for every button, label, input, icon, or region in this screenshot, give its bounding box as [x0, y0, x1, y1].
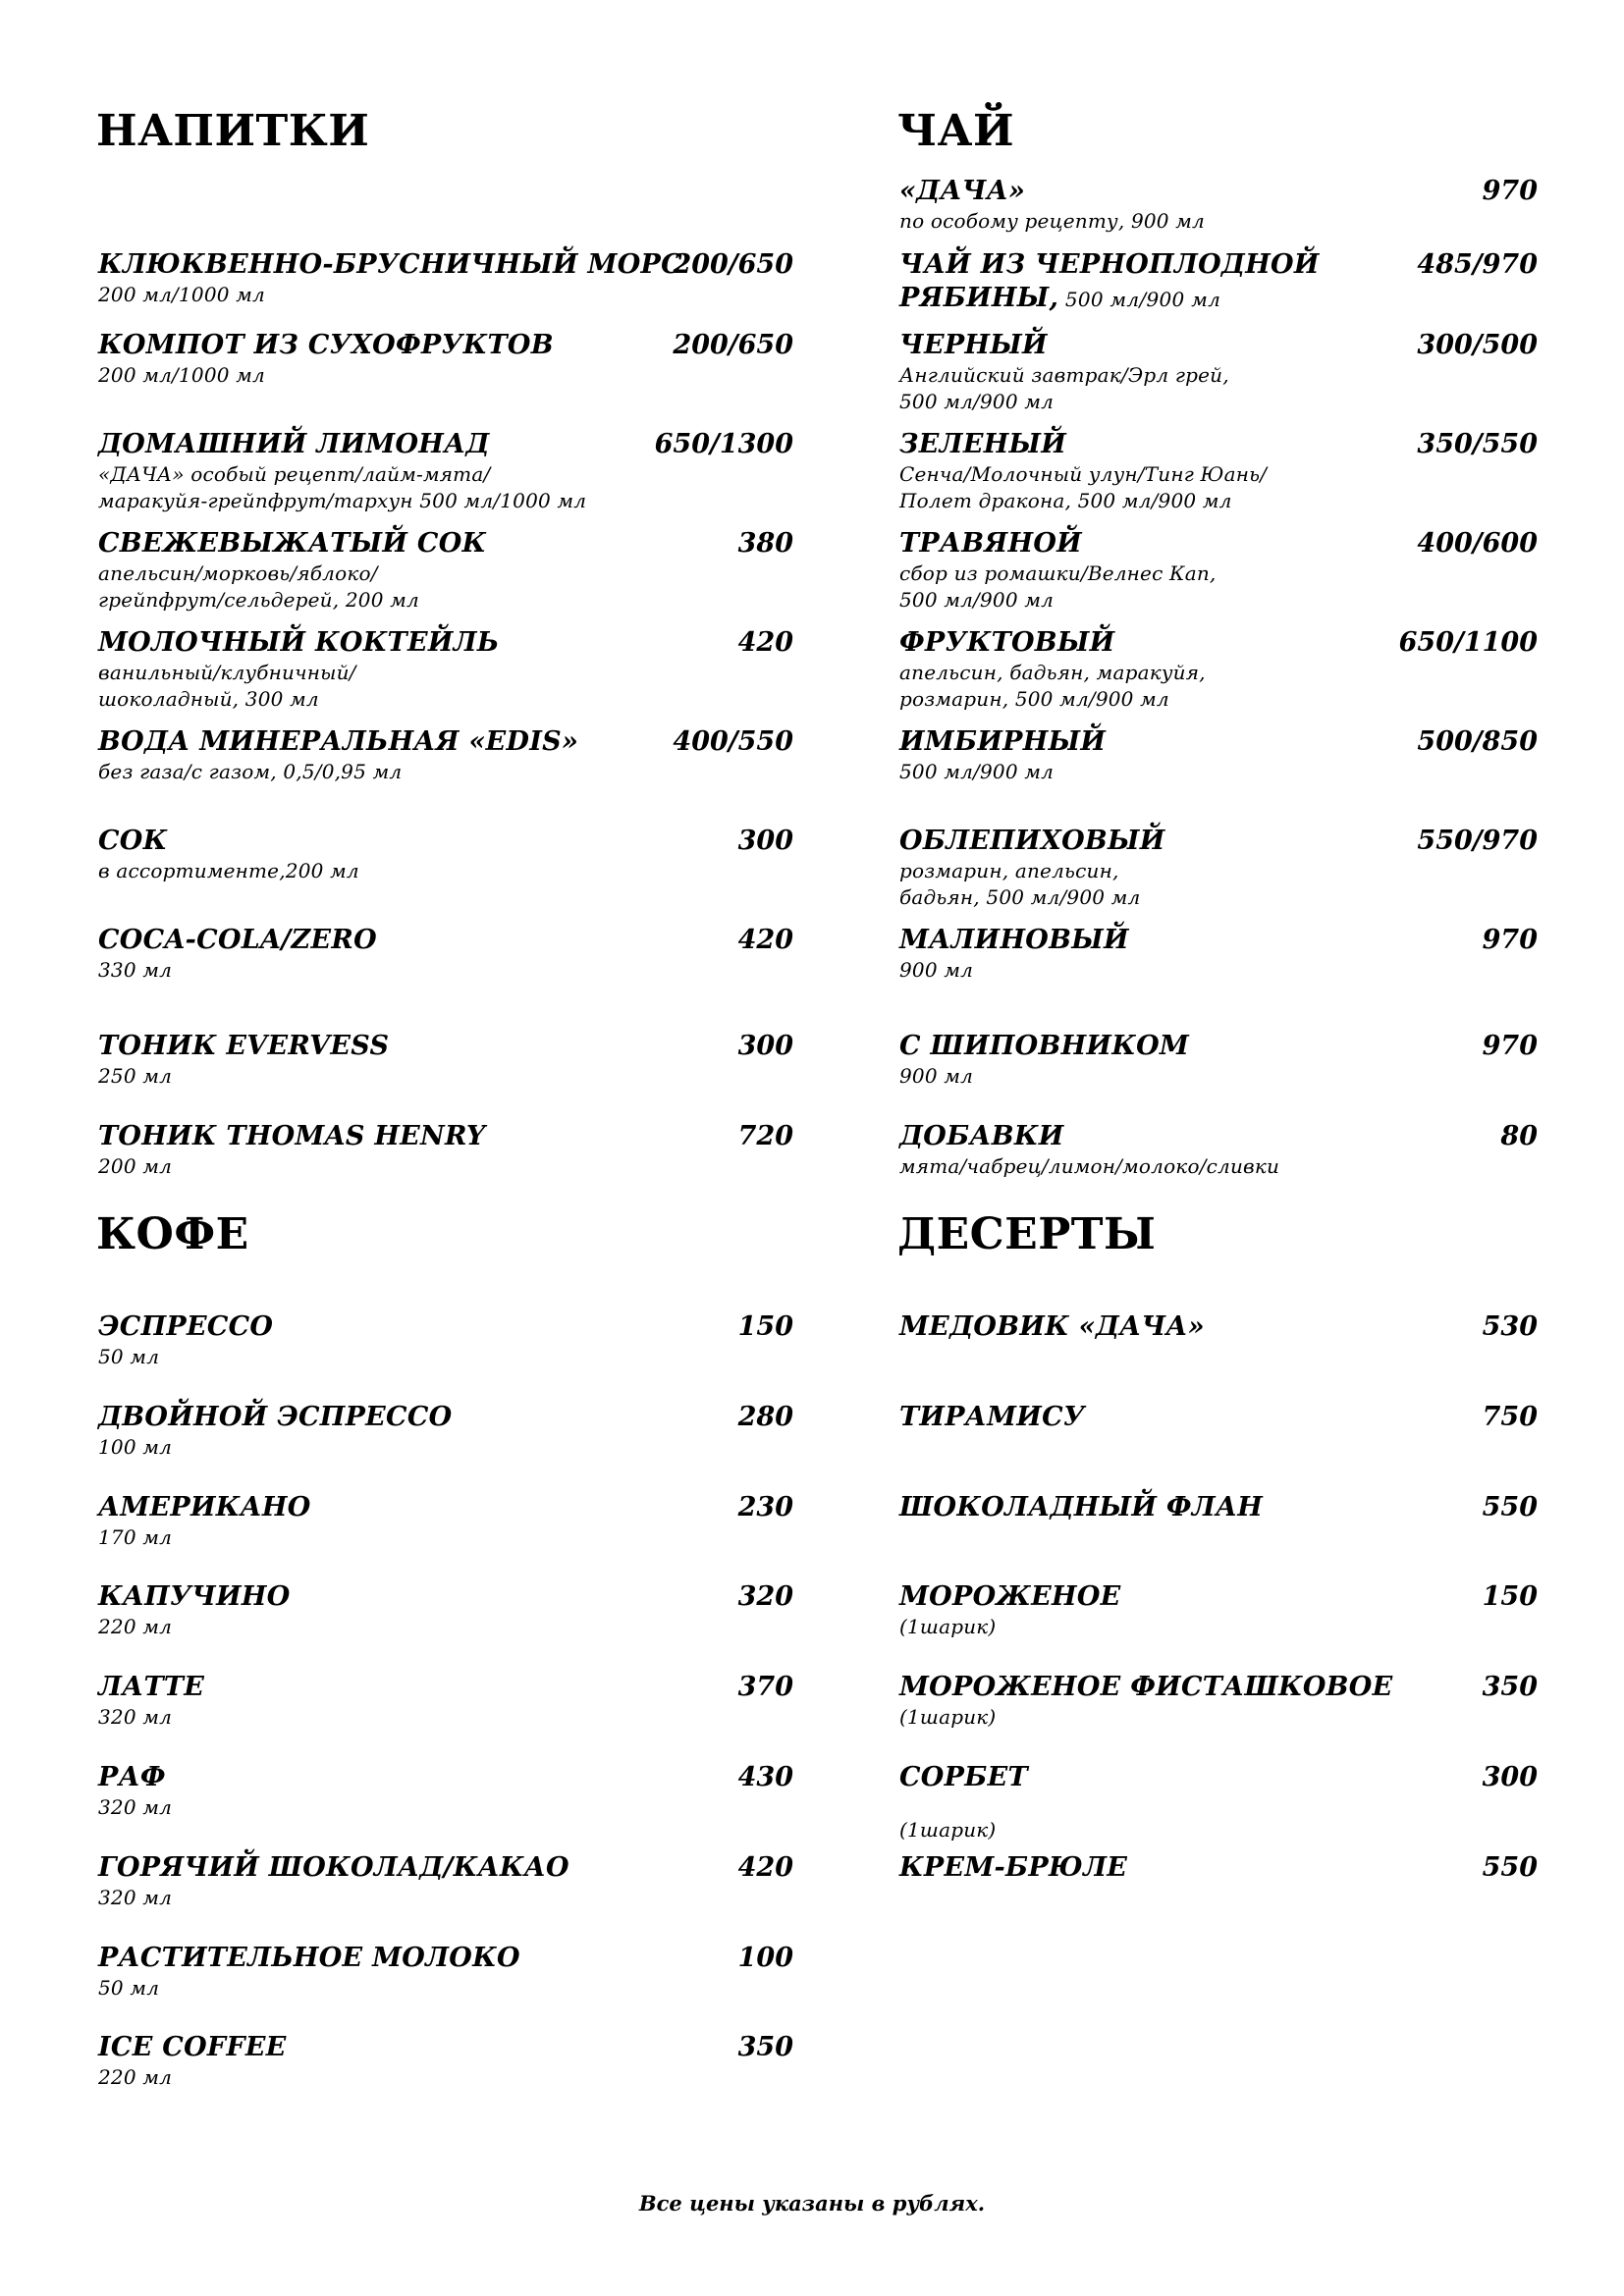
item-name: ЗЕЛЕНЫЙ	[899, 429, 1067, 459]
menu-item	[899, 1491, 1538, 1524]
item-price: 150	[1482, 1581, 1538, 1612]
item-price: 400/600	[1417, 528, 1538, 559]
item-name: ШОКОЛАДНЫЙ ФЛАН	[899, 1492, 1264, 1522]
menu-item	[98, 1671, 793, 1731]
menu-item	[98, 1851, 793, 1911]
item-desc: грейпфрут/сельдерей, 200 мл	[98, 588, 419, 612]
item-price: 320	[737, 1581, 793, 1612]
item-price: 420	[737, 627, 793, 658]
item-desc: (1шарик)	[899, 1705, 997, 1729]
item-desc: 900 мл	[899, 958, 974, 982]
menu-item	[98, 248, 793, 308]
item-desc: 250 мл	[98, 1064, 173, 1088]
item-desc: 50 мл	[98, 1976, 160, 2000]
menu-item	[98, 626, 793, 713]
item-desc: 900 мл	[899, 1064, 974, 1088]
item-desc: 320 мл	[98, 1705, 173, 1729]
item-desc: 320 мл	[98, 1795, 173, 1819]
item-name: МЕДОВИК «ДАЧА»	[899, 1311, 1205, 1342]
item-price: 100	[737, 1943, 793, 1973]
item-desc: «ДАЧА» особый рецепт/лайм-мята/	[98, 462, 491, 486]
item-desc: шоколадный, 300 мл	[98, 687, 319, 711]
item-name: РАСТИТЕЛЬНОЕ МОЛОКО	[98, 1943, 520, 1973]
item-name: ЧАЙ ИЗ ЧЕРНОПЛОДНОЙ	[899, 249, 1320, 280]
item-name: ВОДА МИНЕРАЛЬНАЯ «EDIS»	[98, 726, 579, 757]
item-desc: 500 мл/900 мл	[899, 760, 1055, 783]
item-name: МОРОЖЕНОЕ	[899, 1581, 1121, 1612]
item-name: ЛАТТЕ	[98, 1672, 205, 1702]
item-desc: розмарин, 500 мл/900 мл	[899, 687, 1169, 711]
menu-item	[899, 527, 1538, 614]
item-name: РАФ	[98, 1762, 166, 1792]
item-name: МОРОЖЕНОЕ ФИСТАШКОВОЕ	[899, 1672, 1393, 1702]
item-desc: ванильный/клубничный/	[98, 661, 356, 684]
menu-item	[899, 725, 1538, 785]
section-title-drinks: НАПИТКИ	[96, 106, 370, 156]
menu-item	[98, 1310, 793, 1370]
menu-item	[98, 1761, 793, 1821]
item-name: ЭСПРЕССО	[98, 1311, 274, 1342]
item-name: КРЕМ-БРЮЛЕ	[899, 1852, 1128, 1883]
item-price: 300	[737, 826, 793, 856]
menu-item	[899, 428, 1538, 514]
item-name: ГОРЯЧИЙ ШОКОЛАД/КАКАО	[98, 1852, 569, 1883]
item-price: 300	[737, 1031, 793, 1061]
price-note-footer: Все цены указаны в рублях.	[638, 2191, 986, 2216]
item-price: 750	[1482, 1402, 1538, 1432]
item-price: 420	[737, 1852, 793, 1883]
item-price: 550	[1482, 1852, 1538, 1883]
item-desc: 100 мл	[98, 1435, 173, 1459]
item-name: КОМПОТ ИЗ СУХОФРУКТОВ	[98, 330, 554, 360]
menu-item	[899, 248, 1538, 315]
item-price: 370	[737, 1672, 793, 1702]
item-desc: 500 мл/900 мл	[899, 588, 1055, 612]
menu-item	[98, 1120, 793, 1180]
menu-item	[899, 1030, 1538, 1090]
item-price: 485/970	[1417, 249, 1538, 280]
item-price: 230	[737, 1492, 793, 1522]
item-desc: (1шарик)	[899, 1615, 997, 1638]
item-price: 420	[737, 925, 793, 955]
item-desc: 200 мл/1000 мл	[98, 363, 265, 387]
menu-item	[899, 175, 1538, 235]
item-price: 550	[1482, 1492, 1538, 1522]
item-price: 350/550	[1417, 429, 1538, 459]
item-price: 650/1300	[654, 429, 793, 459]
item-desc: 170 мл	[98, 1525, 173, 1549]
item-price: 380	[737, 528, 793, 559]
item-price: 530	[1482, 1311, 1538, 1342]
item-desc: без газа/с газом, 0,5/0,95 мл	[98, 760, 403, 783]
menu-item	[899, 329, 1538, 415]
item-price: 970	[1482, 176, 1538, 206]
item-name: ТРАВЯНОЙ	[899, 528, 1082, 559]
item-price: 720	[737, 1121, 793, 1151]
item-desc: 220 мл	[98, 1615, 173, 1638]
section-title-tea: ЧАЙ	[897, 106, 1015, 156]
menu-item	[899, 1401, 1538, 1434]
item-price: 300/500	[1417, 330, 1538, 360]
item-name: ТОНИК THOMAS HENRY	[98, 1121, 486, 1151]
item-name: СОК	[98, 826, 168, 856]
item-name-line2: РЯБИНЫ,	[899, 283, 1059, 313]
menu-item	[899, 1671, 1538, 1731]
item-price: 650/1100	[1398, 627, 1538, 658]
menu-item	[899, 1580, 1538, 1640]
menu-item	[899, 626, 1538, 713]
item-price: 970	[1482, 925, 1538, 955]
item-desc: 200 мл	[98, 1154, 173, 1178]
item-desc: апельсин/морковь/яблоко/	[98, 561, 378, 585]
item-name: ICE COFFEE	[98, 2032, 287, 2062]
item-name: КАПУЧИНО	[98, 1581, 291, 1612]
item-desc: (1шарик)	[899, 1818, 997, 1842]
item-price: 300	[1482, 1762, 1538, 1792]
item-name: ДОБАВКИ	[899, 1121, 1064, 1151]
menu-item	[98, 1030, 793, 1090]
item-desc: 330 мл	[98, 958, 173, 982]
item-desc: 320 мл	[98, 1886, 173, 1909]
item-price: 400/550	[673, 726, 793, 757]
item-price: 280	[737, 1402, 793, 1432]
item-desc: маракуйя-грейпфрут/тархун 500 мл/1000 мл	[98, 489, 587, 512]
item-desc: Сенча/Молочный улун/Тинг Юань/	[899, 462, 1268, 486]
item-desc: 500 мл/900 мл	[899, 390, 1055, 413]
item-desc: 500 мл/900 мл	[1058, 288, 1221, 311]
item-desc: Английский завтрак/Эрл грей,	[899, 363, 1229, 387]
item-price: 150	[737, 1311, 793, 1342]
item-desc: Полет дракона, 500 мл/900 мл	[899, 489, 1232, 512]
item-desc: розмарин, апельсин,	[899, 859, 1119, 882]
item-desc: 200 мл/1000 мл	[98, 283, 265, 306]
menu-item	[899, 924, 1538, 984]
item-name: АМЕРИКАНО	[98, 1492, 311, 1522]
item-name: ЧЕРНЫЙ	[899, 330, 1048, 360]
item-price: 200/650	[673, 330, 793, 360]
item-name: С ШИПОВНИКОМ	[899, 1031, 1190, 1061]
item-name: МАЛИНОВЫЙ	[899, 925, 1129, 955]
item-name: ДВОЙНОЙ ЭСПРЕССО	[98, 1402, 453, 1432]
item-price: 500/850	[1417, 726, 1538, 757]
item-name: ОБЛЕПИХОВЫЙ	[899, 826, 1165, 856]
item-desc: апельсин, бадьян, маракуйя,	[899, 661, 1206, 684]
menu-item	[98, 428, 793, 514]
item-name: «ДАЧА»	[899, 176, 1026, 206]
item-price: 80	[1500, 1121, 1538, 1151]
item-desc: 50 мл	[98, 1345, 160, 1368]
menu-item	[98, 1401, 793, 1461]
menu-item	[98, 725, 793, 785]
item-price: 970	[1482, 1031, 1538, 1061]
item-desc: сбор из ромашки/Велнес Кап,	[899, 561, 1217, 585]
menu-item	[899, 1761, 1538, 1794]
item-desc: в ассортименте,200 мл	[98, 859, 359, 882]
menu-item	[98, 825, 793, 884]
item-price: 200/650	[673, 249, 793, 280]
item-name: СВЕЖЕВЫЖАТЫЙ СОК	[98, 528, 487, 559]
item-desc: бадьян, 500 мл/900 мл	[899, 885, 1141, 909]
menu-item	[98, 1942, 793, 2002]
item-name: ДОМАШНИЙ ЛИМОНАД	[98, 429, 490, 459]
sorbet-note-block	[899, 1817, 1538, 1843]
item-name: ИМБИРНЫЙ	[899, 726, 1107, 757]
item-desc: по особому рецепту, 900 мл	[899, 209, 1205, 233]
menu-item	[98, 924, 793, 984]
item-name: COCA-COLA/ZERO	[98, 925, 377, 955]
item-price: 550/970	[1417, 826, 1538, 856]
menu-item	[98, 1580, 793, 1640]
item-price: 430	[737, 1762, 793, 1792]
menu-item	[98, 527, 793, 614]
item-name: ТОНИК EVERVESS	[98, 1031, 390, 1061]
item-name: МОЛОЧНЫЙ КОКТЕЙЛЬ	[98, 627, 500, 658]
menu-item	[98, 1491, 793, 1551]
menu-item	[899, 1310, 1538, 1344]
item-name: ТИРАМИСУ	[899, 1402, 1086, 1432]
menu-item	[899, 1120, 1538, 1180]
item-name: КЛЮКВЕННО-БРУСНИЧНЫЙ МОРС	[98, 249, 682, 280]
menu-item	[899, 1851, 1538, 1885]
item-price: 350	[737, 2032, 793, 2062]
item-desc: 220 мл	[98, 2065, 173, 2089]
section-title-desserts: ДЕСЕРТЫ	[897, 1209, 1157, 1259]
item-name: ФРУКТОВЫЙ	[899, 627, 1115, 658]
section-title-coffee: КОФЕ	[96, 1209, 249, 1259]
item-name: СОРБЕТ	[899, 1762, 1028, 1792]
menu-item	[98, 329, 793, 389]
menu-item	[899, 825, 1538, 911]
item-desc: мята/чабрец/лимон/молоко/сливки	[899, 1154, 1280, 1178]
item-price: 350	[1482, 1672, 1538, 1702]
menu-item	[98, 2031, 793, 2091]
